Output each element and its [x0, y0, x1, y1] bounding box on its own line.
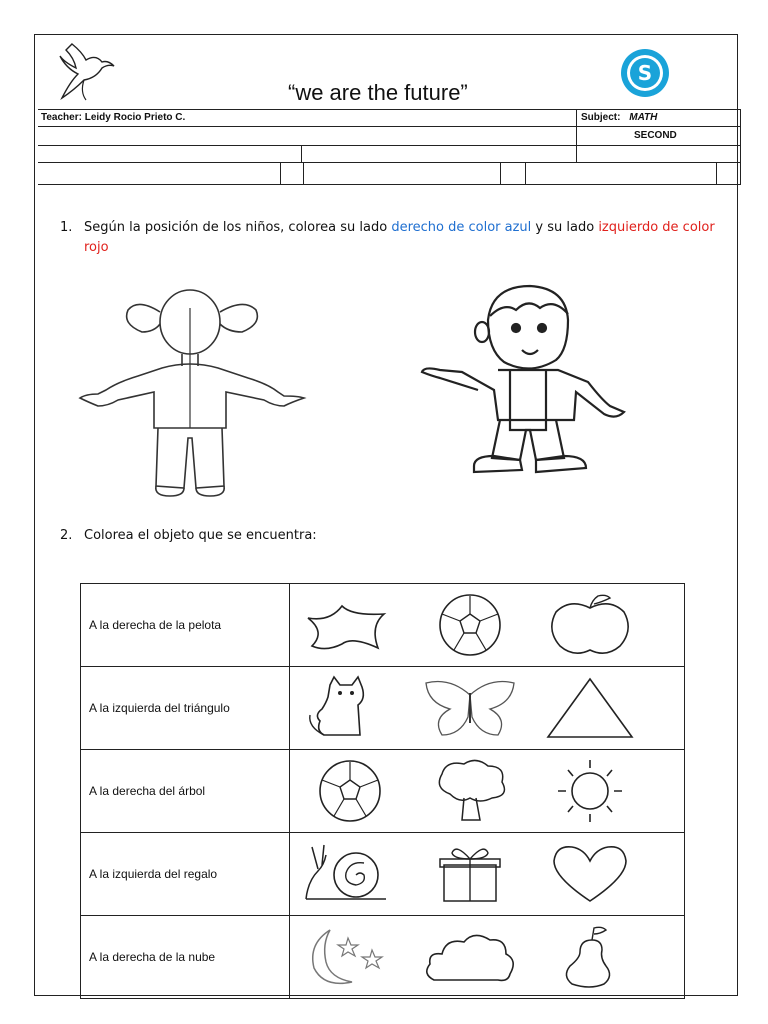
grade-label: SECOND [634, 130, 677, 141]
sun-icon[interactable] [540, 758, 640, 824]
question-2-number: 2. [60, 528, 73, 543]
question-1-text-a: Según la posición de los niños, colorea su lado [84, 220, 392, 235]
logo-letter: S [637, 61, 653, 85]
table-row [81, 916, 685, 999]
row-pictures [290, 667, 685, 750]
row-label: A la derecha de la pelota [81, 584, 290, 667]
dove-logo-icon [56, 42, 116, 104]
girl-back-illustration [78, 288, 310, 500]
row-label: A la derecha del árbol [81, 750, 290, 833]
table-row [81, 584, 685, 667]
pear-icon[interactable] [540, 924, 640, 990]
snail-icon[interactable] [300, 841, 400, 907]
row-pictures [290, 750, 685, 833]
question-1-text-red: izquierdo de color rojo [84, 220, 715, 255]
subject-label [581, 112, 657, 123]
butterfly-icon[interactable] [420, 675, 520, 741]
question-1-text-b: y su lado [531, 220, 599, 235]
teacher-name: Teacher: Leidy Rocio Prieto C. [41, 112, 186, 123]
tree-icon[interactable] [420, 758, 520, 824]
table-row [81, 750, 685, 833]
moon-stars-icon[interactable] [300, 924, 400, 990]
question-1 [60, 218, 720, 258]
row-pictures [290, 916, 685, 999]
row-label: A la izquierda del triángulo [81, 667, 290, 750]
question-2 [60, 526, 720, 546]
heart-icon[interactable] [540, 841, 640, 907]
subject-value: MATH [629, 112, 658, 123]
soccer-ball-icon[interactable] [300, 758, 400, 824]
question-1-text-blue: derecho de color azul [391, 220, 532, 235]
triangle-icon[interactable] [540, 675, 640, 741]
question-1-text [84, 218, 720, 258]
question-1-number: 1. [60, 220, 73, 235]
row-pictures [290, 584, 685, 667]
row-pictures [290, 833, 685, 916]
apple-icon[interactable] [540, 592, 640, 658]
boy-front-illustration [418, 280, 633, 482]
motto: “we are the future” [288, 80, 468, 105]
table-row [81, 833, 685, 916]
objects-table [80, 583, 685, 999]
gift-icon[interactable] [420, 841, 520, 907]
cat-icon[interactable] [300, 675, 400, 741]
row-label: A la izquierda del regalo [81, 833, 290, 916]
table-row [81, 667, 685, 750]
soccer-ball-icon[interactable] [420, 592, 520, 658]
subject-label-text: Subject: [581, 112, 621, 123]
question-2-text: Colorea el objeto que se encuentra: [84, 528, 317, 543]
cloud-icon[interactable] [420, 924, 520, 990]
star-icon[interactable] [300, 592, 400, 658]
row-label: A la derecha de la nube [81, 916, 290, 999]
school-logo-icon [618, 48, 672, 98]
